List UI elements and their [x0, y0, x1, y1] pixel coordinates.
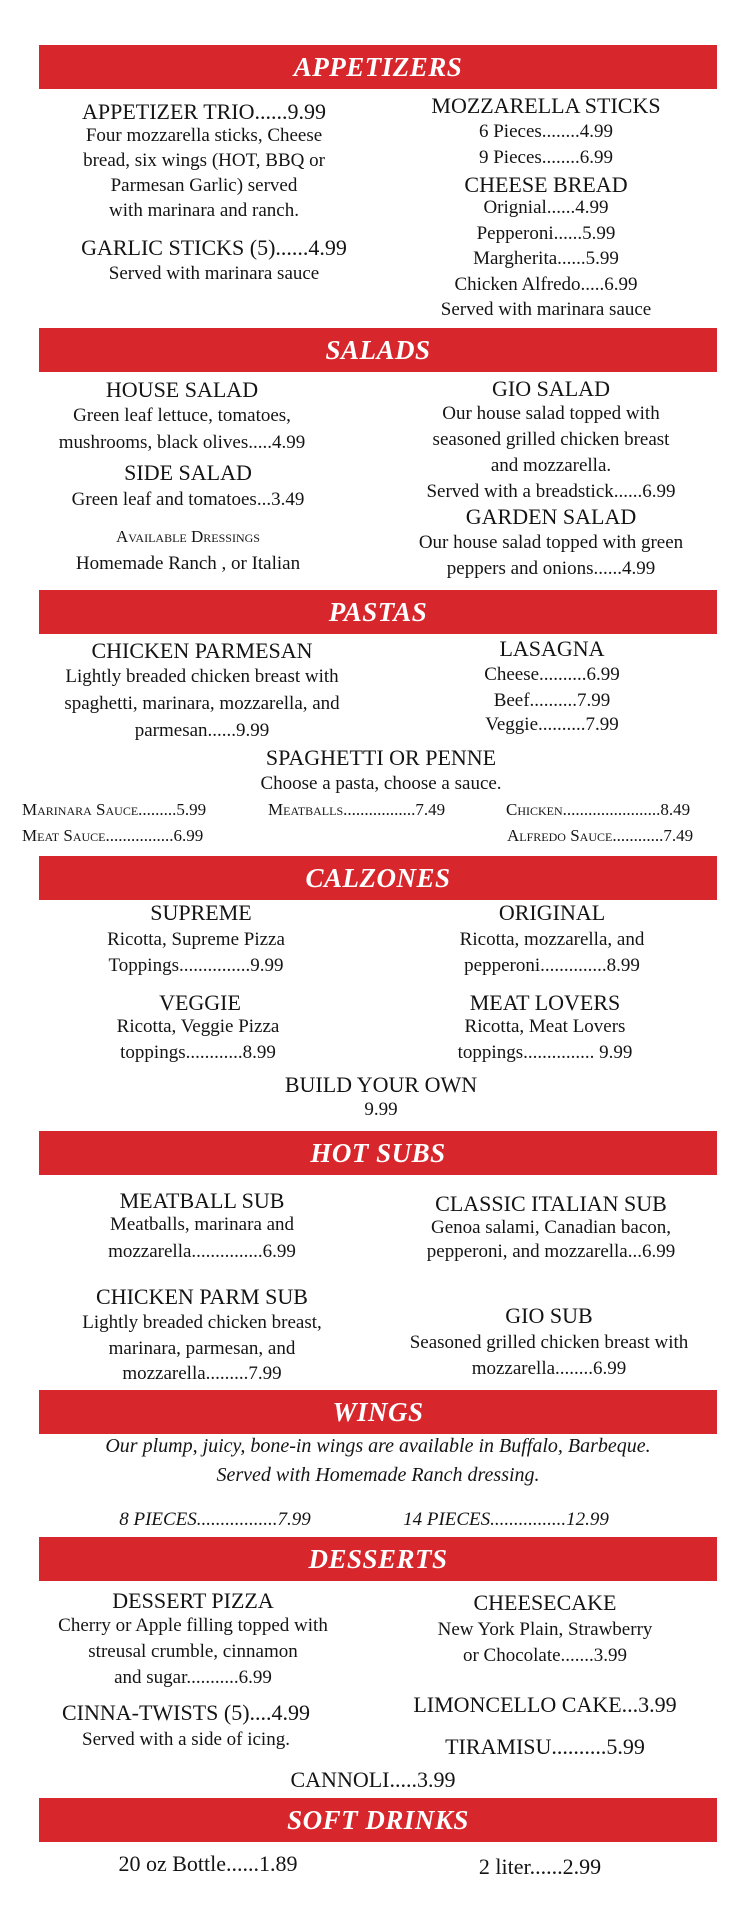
cannoli: CANNOLI.....3.99	[290, 1767, 456, 1792]
section-header-soft-drinks: SOFT DRINKS	[39, 1798, 717, 1842]
cheesecake-desc-2: or Chocolate.......3.99	[462, 1645, 628, 1666]
calzone-original-desc-2: pepperoni..............8.99	[464, 955, 640, 976]
cinna-twists-desc: Served with a side of icing.	[82, 1729, 290, 1750]
garden-salad-name: GARDEN SALAD	[465, 504, 637, 529]
dessert-pizza-desc-2: streusal crumble, cinnamon	[88, 1641, 298, 1662]
dessert-pizza-desc-1: Cherry or Apple filling topped with	[58, 1615, 328, 1636]
chicken-parm-sub-desc-3: mozzarella.........7.99	[122, 1363, 282, 1384]
classic-italian-sub-desc-2: pepperoni, and mozzarella...6.99	[426, 1241, 676, 1262]
calzone-build-name: BUILD YOUR OWN	[284, 1072, 478, 1097]
calzone-supreme-desc-2: Toppings...............9.99	[108, 955, 284, 976]
appetizer-trio-desc-1: Four mozzarella sticks, Cheese	[85, 125, 323, 146]
appetizer-trio-desc-4: with marinara and ranch.	[109, 200, 299, 221]
calzone-meat-lovers-desc-1: Ricotta, Meat Lovers	[464, 1016, 626, 1037]
gio-sub-name: GIO SUB	[505, 1303, 593, 1328]
gio-salad-desc-3: and mozzarella.	[490, 455, 612, 476]
lasagna-name: LASAGNA	[499, 636, 605, 661]
meatball-sub-name: MEATBALL SUB	[119, 1188, 285, 1213]
classic-italian-sub-name: CLASSIC ITALIAN SUB	[435, 1191, 667, 1216]
meatball-sub-desc-1: Meatballs, marinara and	[109, 1214, 295, 1235]
chicken-parmesan-name: CHICKEN PARMESAN	[91, 638, 313, 663]
calzone-build-price: 9.99	[364, 1099, 398, 1120]
limoncello-cake: LIMONCELLO CAKE...3.99	[413, 1692, 677, 1717]
calzone-supreme-name: SUPREME	[150, 900, 252, 925]
soft-drink-bottle: 20 oz Bottle......1.89	[118, 1851, 298, 1876]
cheese-bread-line-5: Served with marinara sauce	[440, 299, 652, 320]
sauce-meat: Meat Sauce................6.99	[22, 826, 204, 845]
cheese-bread-line-1: Orignial......4.99	[483, 197, 609, 218]
spaghetti-penne-name: SPAGHETTI OR PENNE	[265, 745, 497, 770]
gio-sub-desc-1: Seasoned grilled chicken breast with	[409, 1332, 689, 1353]
sauce-alfredo: Alfredo Sauce............7.49	[507, 826, 694, 845]
wings-desc-1: Our plump, juicy, bone-in wings are available in Buffalo, Barbeque.	[105, 1435, 651, 1457]
calzone-original-name: ORIGINAL	[498, 900, 606, 925]
section-header-wings: WINGS	[39, 1390, 717, 1434]
gio-sub-desc-2: mozzarella........6.99	[471, 1358, 627, 1379]
gio-salad-name: GIO SALAD	[492, 376, 610, 401]
house-salad-desc-2: mushrooms, black olives.....4.99	[58, 432, 306, 453]
chicken-parm-sub-desc-2: marinara, parmesan, and	[108, 1338, 296, 1359]
gio-salad-desc-4: Served with a breadstick......6.99	[426, 481, 676, 502]
lasagna-line-1: Cheese..........6.99	[484, 664, 620, 685]
appetizer-trio-desc-3: Parmesan Garlic) served	[110, 175, 298, 196]
gio-salad-desc-1: Our house salad topped with	[442, 403, 660, 424]
garden-salad-desc-1: Our house salad topped with green	[418, 532, 684, 553]
cheese-bread-name: CHEESE BREAD	[464, 172, 628, 197]
gio-salad-desc-2: seasoned grilled chicken breast	[432, 429, 670, 450]
side-salad-name: SIDE SALAD	[124, 460, 252, 485]
calzone-veggie-name: VEGGIE	[159, 990, 241, 1015]
lasagna-line-3: Veggie..........7.99	[485, 714, 619, 735]
sauce-chicken: Chicken.......................8.49	[506, 800, 691, 819]
dessert-pizza-desc-3: and sugar...........6.99	[114, 1667, 272, 1688]
side-salad-desc: Green leaf and tomatoes...3.49	[71, 489, 305, 510]
garden-salad-desc-2: peppers and onions......4.99	[446, 558, 656, 579]
section-header-pastas: PASTAS	[39, 590, 717, 634]
chicken-parmesan-desc-1: Lightly breaded chicken breast with	[65, 666, 339, 687]
dessert-pizza-name: DESSERT PIZZA	[112, 1588, 274, 1613]
calzone-meat-lovers-desc-2: toppings............... 9.99	[457, 1042, 633, 1063]
sauce-marinara: Marinara Sauce.........5.99	[22, 800, 207, 819]
calzone-meat-lovers-name: MEAT LOVERS	[469, 990, 621, 1015]
tiramisu: TIRAMISU..........5.99	[445, 1734, 645, 1759]
sauce-meatballs: Meatballs.................7.49	[268, 800, 446, 819]
soft-drink-liter: 2 liter......2.99	[478, 1854, 602, 1879]
house-salad-desc-1: Green leaf lettuce, tomatoes,	[73, 405, 291, 426]
chicken-parm-sub-desc-1: Lightly breaded chicken breast,	[82, 1312, 322, 1333]
mozzarella-sticks-name: MOZZARELLA STICKS	[431, 93, 661, 118]
calzone-veggie-desc-1: Ricotta, Veggie Pizza	[116, 1016, 280, 1037]
house-salad-name: HOUSE SALAD	[105, 377, 259, 402]
chicken-parmesan-desc-3: parmesan......9.99	[134, 720, 270, 741]
appetizer-trio-desc-2: bread, six wings (HOT, BBQ or	[83, 150, 325, 171]
section-header-appetizers: APPETIZERS	[39, 45, 717, 89]
section-header-calzones: CALZONES	[39, 856, 717, 900]
wings-desc-2: Served with Homemade Ranch dressing.	[216, 1464, 540, 1486]
section-header-hot-subs: HOT SUBS	[39, 1131, 717, 1175]
cheese-bread-line-3: Margherita......5.99	[473, 248, 619, 269]
chicken-parmesan-desc-2: spaghetti, marinara, mozzarella, and	[64, 693, 340, 714]
cinna-twists-name: CINNA-TWISTS (5)....4.99	[61, 1700, 311, 1725]
section-header-desserts: DESSERTS	[39, 1537, 717, 1581]
mozzarella-sticks-line-1: 6 Pieces........4.99	[478, 121, 614, 142]
garlic-sticks-desc: Served with marinara sauce	[108, 263, 320, 284]
appetizer-trio-name: APPETIZER TRIO......9.99	[81, 99, 327, 124]
wings-14-pieces: 14 PIECES................12.99	[403, 1509, 609, 1530]
chicken-parm-sub-name: CHICKEN PARM SUB	[96, 1284, 308, 1309]
dressings-label: Available Dressings	[116, 527, 260, 546]
cheesecake-desc-1: New York Plain, Strawberry	[437, 1619, 653, 1640]
cheese-bread-line-4: Chicken Alfredo.....6.99	[454, 274, 638, 295]
wings-8-pieces: 8 PIECES.................7.99	[119, 1509, 311, 1530]
spaghetti-penne-desc: Choose a pasta, choose a sauce.	[260, 773, 502, 794]
cheese-bread-line-2: Pepperoni......5.99	[476, 223, 616, 244]
meatball-sub-desc-2: mozzarella...............6.99	[108, 1241, 296, 1262]
garlic-sticks-name: GARLIC STICKS (5)......4.99	[81, 235, 347, 260]
classic-italian-sub-desc-1: Genoa salami, Canadian bacon,	[430, 1217, 672, 1238]
calzone-supreme-desc-1: Ricotta, Supreme Pizza	[107, 929, 285, 950]
cheesecake-name: CHEESECAKE	[473, 1590, 617, 1615]
calzone-veggie-desc-2: toppings............8.99	[120, 1042, 276, 1063]
mozzarella-sticks-line-2: 9 Pieces........6.99	[478, 147, 614, 168]
dressings-list: Homemade Ranch , or Italian	[75, 553, 301, 574]
calzone-original-desc-1: Ricotta, mozzarella, and	[459, 929, 645, 950]
section-header-salads: SALADS	[39, 328, 717, 372]
lasagna-line-2: Beef..........7.99	[493, 690, 611, 711]
